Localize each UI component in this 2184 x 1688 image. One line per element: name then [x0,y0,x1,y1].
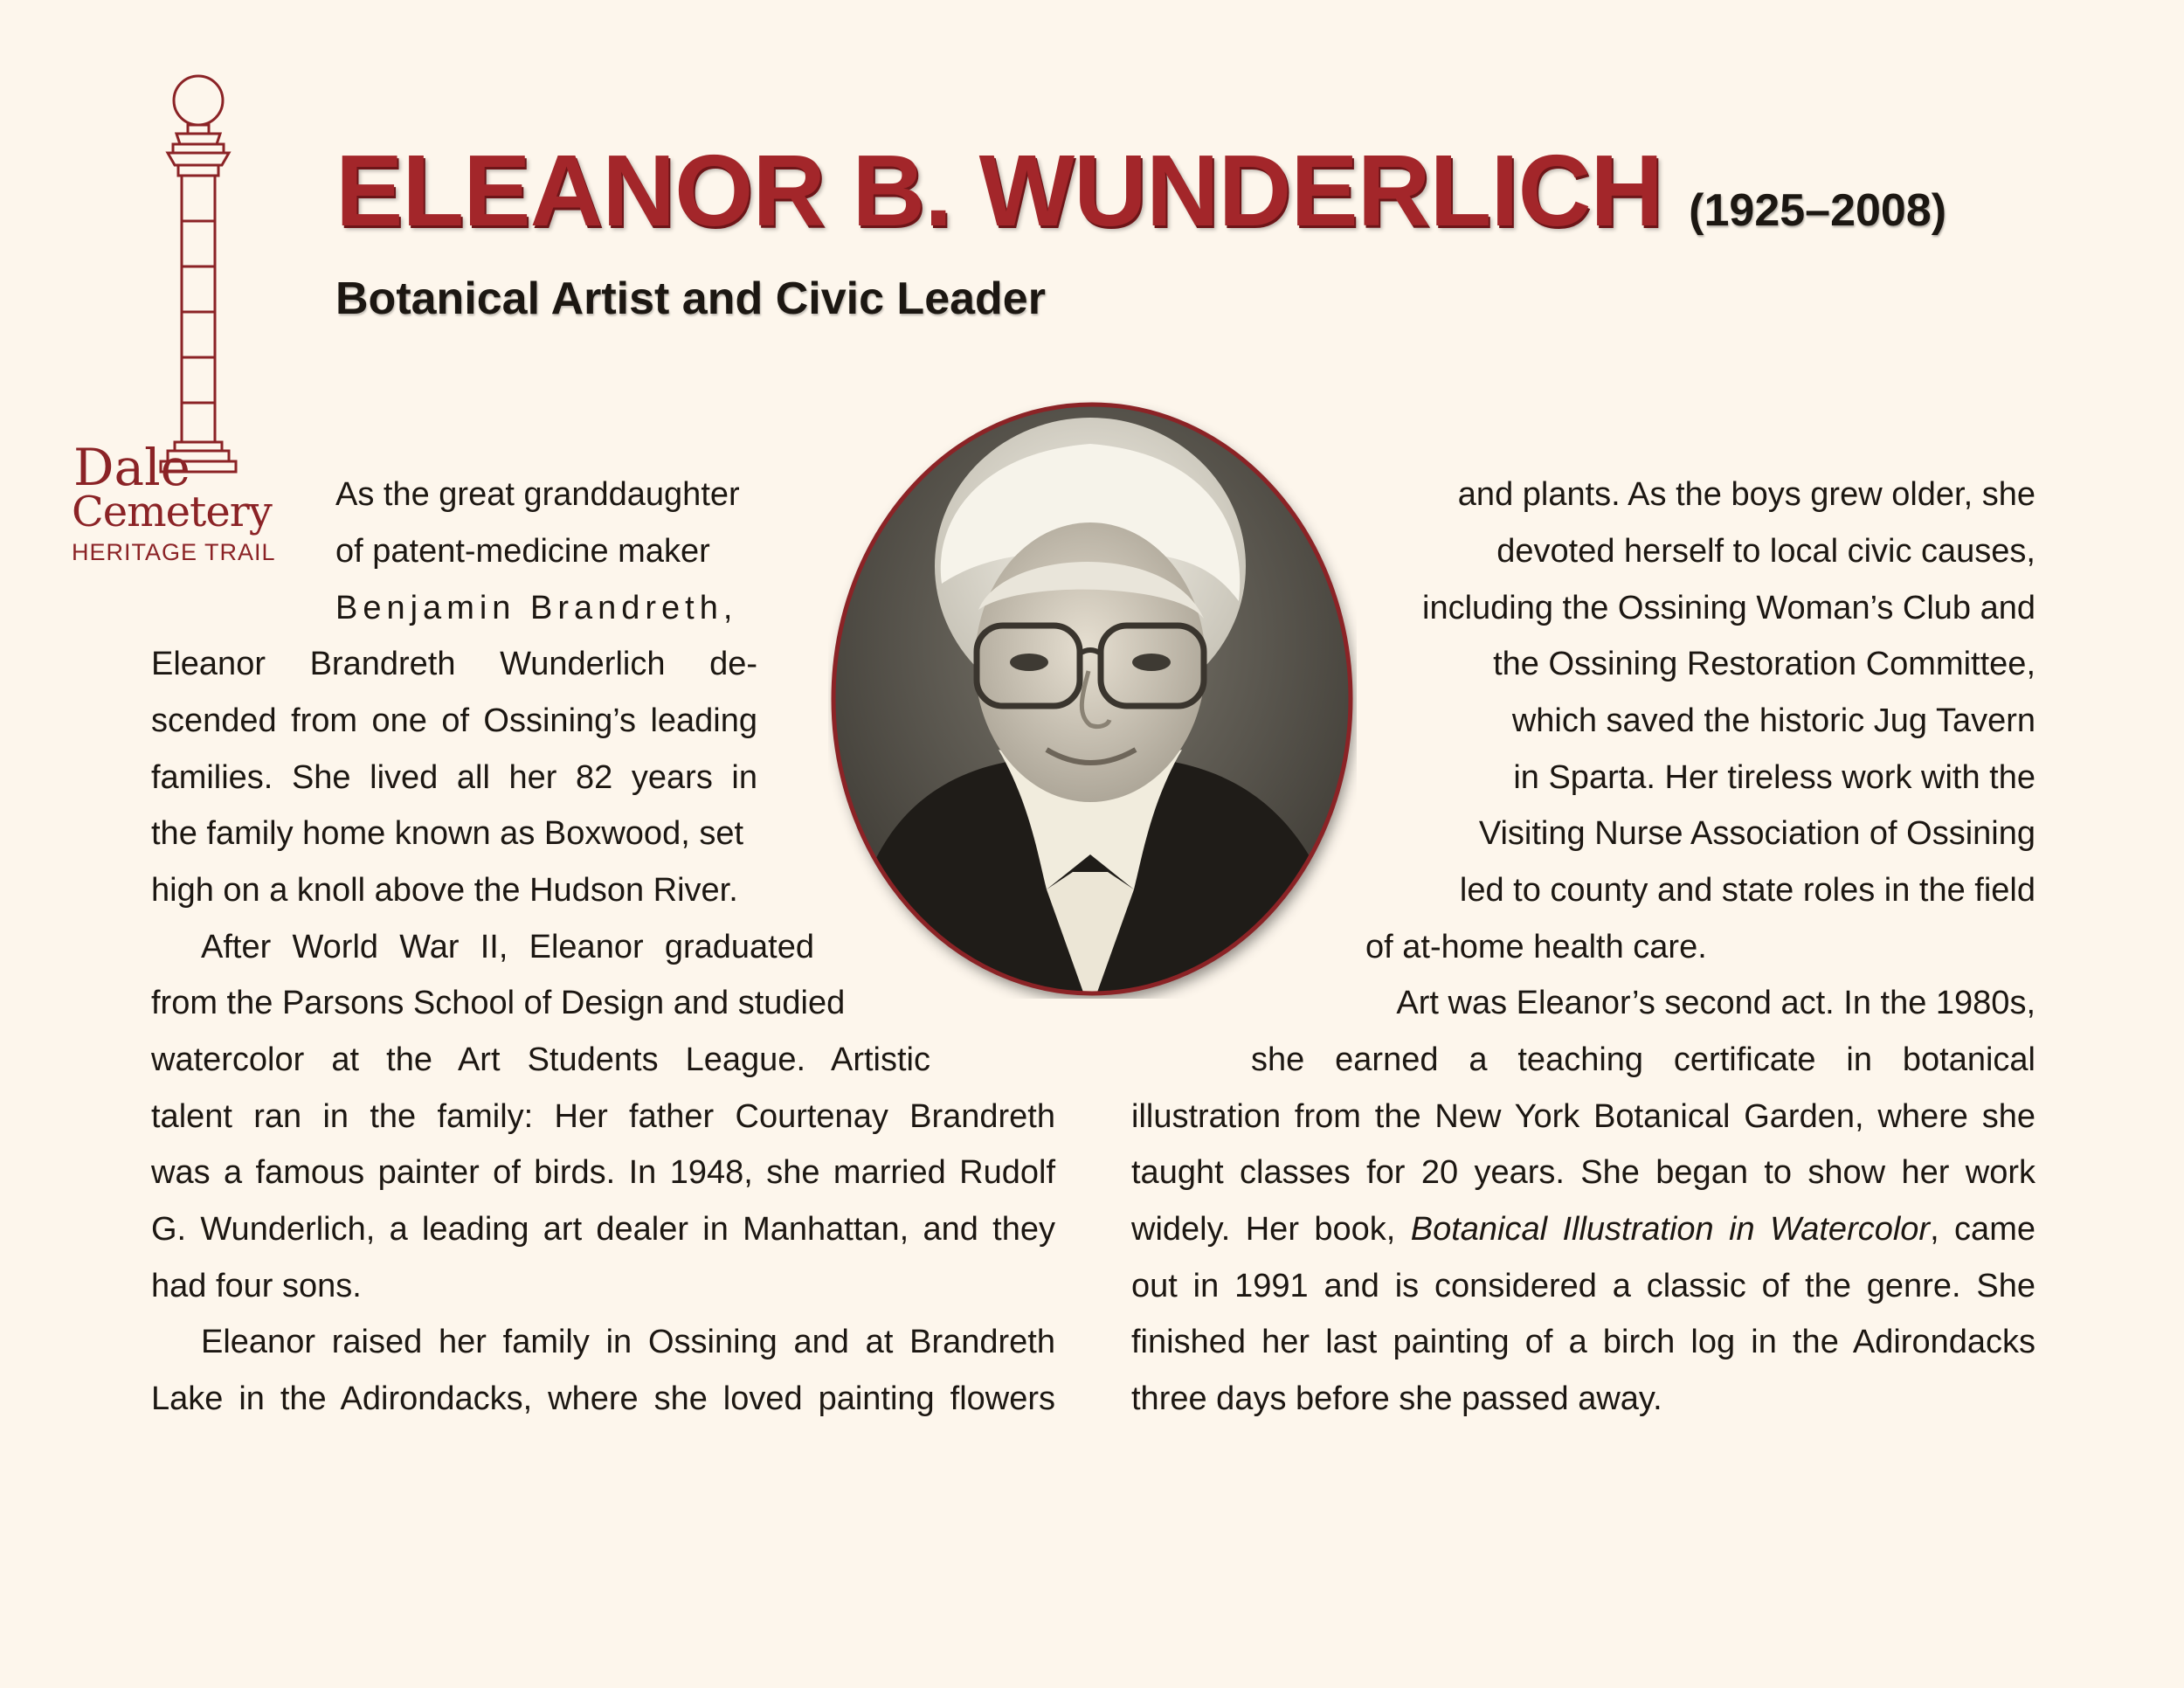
left-body-line-14: G. Wunderlich, a leading art dealer in Manhattan, and they [151,1211,1055,1248]
left-body-line-16: Eleanor raised her family in Ossining and at Brandreth [201,1324,1055,1360]
left-body-line-17: Lake in the Adirondacks, where she loved painting flowers [151,1380,1055,1417]
left-body-line-13: was a famous painter of birds. In 1948, she married Rudolf [151,1154,1055,1191]
left-body-line-1: As the great granddaughter [335,476,740,513]
page-header [335,134,1947,325]
right-body-line-13: taught classes for 20 years. She began to show her work [1131,1154,2035,1191]
right-body-line-2: devoted herself to local civic causes, [1496,533,2035,570]
right-body-line-12: illustration from the New York Botanical Garden, where she [1131,1098,2035,1135]
left-body-line-12: talent ran in the family: Her father Courtenay Brandreth [151,1098,1055,1135]
right-body-line-3: including the Ossining Woman’s Club and [1422,590,2035,626]
left-body-line-6: families. She lived all her 82 years in [151,759,757,796]
right-body-line-8: led to county and state roles in the field [1459,872,2035,909]
right-body-line-9: of at-home health care. [1365,929,1707,965]
portrait-photo [828,400,1357,1002]
left-body-line-9: After World War II, Eleanor graduated [201,929,814,965]
left-body-line-11: watercolor at the Art Students League. Artistic [151,1041,930,1078]
right-body-line-1: and plants. As the boys grew older, she [1457,476,2035,513]
left-body-line-2: of patent-medicine maker [335,533,710,570]
page-title: ELEANOR B. WUNDERLICH [335,134,1663,247]
right-body-line-4: the Ossining Restoration Committee, [1493,646,2035,682]
title-row [335,134,1947,247]
portrait-photo-icon [828,400,1357,999]
life-years: (1925–2008) [1689,185,1947,236]
right-body-line-14 [1131,1213,2035,1246]
left-body-line-8: high on a knoll above the Hudson River. [151,872,738,909]
right-body-line-7: Visiting Nurse Association of Ossining [1478,815,2035,852]
left-body-line-15: had four sons. [151,1268,362,1304]
right-body-line-16: finished her last painting of a birch log in the Adirondacks [1131,1324,2035,1360]
page-subtitle: Botanical Artist and Civic Leader [335,273,1046,324]
right-body-line-14-pre: widely. Her book, [1131,1211,1411,1248]
logo-heritage-trail-text: HERITAGE TRAIL [72,539,276,565]
right-body-line-11: she earned a teaching certificate in botanical [1251,1041,2035,1078]
right-body-line-5: which saved the historic Jug Tavern [1511,702,2035,739]
logo-dale-text: Dale [73,438,190,497]
right-body-line-17: three days before she passed away. [1131,1380,1662,1417]
left-body-line-4: Eleanor Brandreth Wunderlich de- [151,646,757,682]
right-body-line-15: out in 1991 and is considered a classic of the genre. She [1131,1268,2035,1304]
heritage-trail-logo [63,72,281,578]
logo-cemetery-text: Cemetery [72,488,272,536]
right-body-line-14-post: , came [1930,1211,2035,1248]
right-body-line-6: in Sparta. Her tireless work with the [1513,759,2035,796]
column-icon [150,72,246,491]
left-body-line-10: from the Parsons School of Design and studied [151,985,846,1021]
left-body-line-5: scended from one of Ossining’s leading [151,702,757,739]
left-body-line-7: the family home known as Boxwood, set [151,815,744,852]
book-title: Botanical Illustration in Watercolor [1410,1211,1931,1248]
left-body-line-3: Benjamin Brandreth, [335,590,738,626]
right-body-line-10: Art was Eleanor’s second act. In the 1980s, [1396,985,2035,1021]
